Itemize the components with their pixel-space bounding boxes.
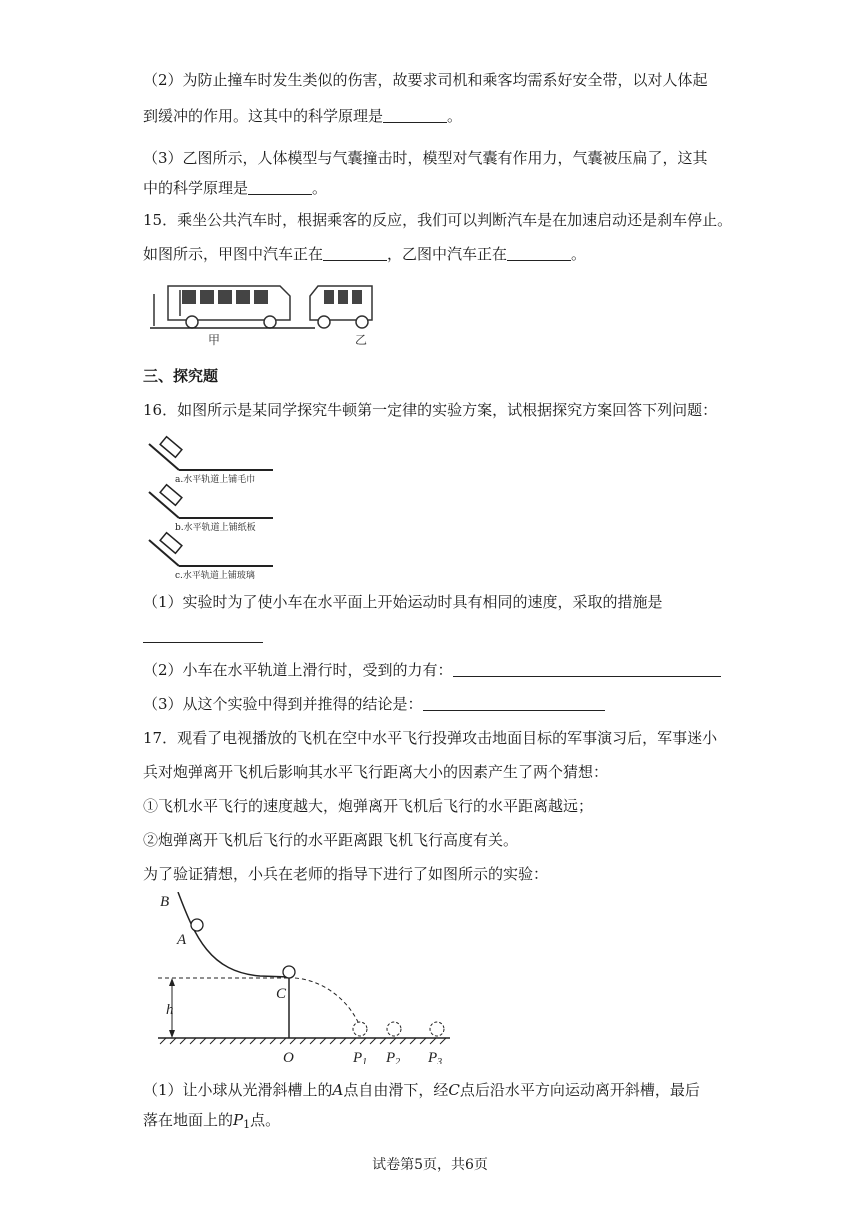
label-a: A	[177, 932, 187, 948]
q14-part3-line1: （3）乙图所示，人体模型与气囊撞击时，模型对气囊有作用力，气囊被压扁了，这其	[143, 149, 708, 167]
text: 落在地面上的	[143, 1111, 234, 1129]
ramp-a	[149, 437, 273, 485]
p-letter: P	[353, 1050, 363, 1064]
text: 如图所示，甲图中汽车正在	[143, 245, 324, 263]
q17-stem-line2: 兵对炮弹离开飞机后影响其水平飞行距离大小的因素产生了两个猜想：	[143, 763, 609, 781]
p-letter: P	[386, 1050, 396, 1064]
label-c: C	[276, 986, 287, 1002]
answer-blank[interactable]	[143, 628, 263, 643]
fig-label-jia: 甲	[208, 333, 221, 347]
q16-part1: （1）实验时为了使小车在水平面上开始运动时具有相同的速度，采取的措施是	[143, 593, 663, 611]
q14-part2-line1: （2）为防止撞车时发生类似的伤害，故要求司机和乘客均需系好安全带，以对人体起	[143, 71, 708, 89]
page-footer: 试卷第5页，共6页	[372, 1157, 488, 1173]
ramp-c	[149, 533, 273, 581]
answer-blank[interactable]	[323, 246, 387, 261]
bus-figure	[150, 276, 380, 348]
text: 。	[571, 245, 587, 263]
point-p-subscript: 1	[243, 1118, 251, 1131]
point-a: A	[332, 1081, 344, 1099]
q14-part3-line2	[143, 178, 327, 198]
answer-blank[interactable]	[423, 696, 605, 711]
ball-p3	[430, 1022, 444, 1036]
label-o: O	[283, 1050, 294, 1064]
incline-curve	[178, 892, 290, 977]
label-p2	[385, 1050, 400, 1064]
label-h: h	[166, 1002, 174, 1018]
label-b: B	[160, 894, 170, 910]
p-letter: P	[428, 1050, 438, 1064]
projectile-figure	[150, 892, 460, 1064]
text: 到缓冲的作用。这其中的科学原理是	[143, 107, 384, 125]
q17-guess2: ②炮弹离开飞机后飞行的水平距离跟飞机飞行高度有关。	[143, 831, 519, 849]
point-p: P	[233, 1111, 244, 1129]
ramp-figure	[145, 434, 275, 582]
q17-part1-line2	[143, 1110, 280, 1135]
label-p1	[352, 1050, 367, 1064]
answer-blank[interactable]	[248, 180, 312, 195]
q17-stem-line1: 17．观看了电视播放的飞机在空中水平飞行投弹攻击地面目标的军事演习后，军事迷小	[143, 729, 718, 747]
answer-blank[interactable]	[507, 246, 571, 261]
text: 点。	[250, 1111, 281, 1129]
text: （1）让小球从光滑斜槽上的	[143, 1081, 333, 1099]
bus-left	[150, 286, 315, 328]
h-arrow-bottom	[169, 1030, 175, 1038]
q15-stem: 15．乘坐公共汽车时，根据乘客的反应，我们可以判断汽车是在加速启动还是刹车停止。	[143, 211, 733, 229]
q14-part2-line2	[143, 106, 462, 126]
text: ，乙图中汽车正在	[387, 245, 508, 263]
p-subscript: 3	[437, 1057, 443, 1064]
point-c: C	[448, 1081, 460, 1099]
q16-part1-blank-line	[143, 626, 263, 646]
text: 中的科学原理是	[143, 179, 249, 197]
text: 点自由滑下，经	[343, 1081, 449, 1099]
q17-guess1: ①飞机水平飞行的速度越大，炮弹离开飞机后飞行的水平距离越远；	[143, 797, 594, 815]
ramp-b	[149, 485, 273, 533]
answer-blank[interactable]	[383, 108, 447, 123]
bus-right	[310, 286, 372, 328]
fig-label-yi: 乙	[355, 333, 368, 347]
q15-line2	[143, 244, 586, 264]
ground-hatch	[160, 1038, 446, 1044]
ball-c	[283, 966, 295, 978]
p-subscript: 1	[362, 1057, 368, 1064]
ball-a	[191, 919, 203, 931]
ramp-label-a: a.水平轨道上铺毛巾	[175, 475, 256, 485]
label-p3	[427, 1050, 442, 1064]
q16-part3	[143, 694, 605, 714]
ball-p1	[353, 1022, 367, 1036]
q16-stem: 16．如图所示是某同学探究牛顿第一定律的实验方案，试根据探究方案回答下列问题：	[143, 401, 718, 419]
ball-p2	[387, 1022, 401, 1036]
section-heading: 三、探究题	[143, 367, 219, 385]
ramp-label-b: b.水平轨道上铺纸板	[175, 523, 256, 533]
q17-intro: 为了验证猜想，小兵在老师的指导下进行了如图所示的实验：	[143, 865, 549, 883]
q16-part2	[143, 660, 721, 680]
text: 。	[312, 179, 328, 197]
answer-blank[interactable]	[453, 662, 721, 677]
text: 点后沿水平方向运动离开斜槽，最后	[459, 1081, 700, 1099]
text: 。	[447, 107, 463, 125]
trajectory	[295, 978, 358, 1022]
text: （2）小车在水平轨道上滑行时，受到的力有：	[143, 661, 453, 679]
q17-part1-line1	[143, 1080, 700, 1100]
text: （3）从这个实验中得到并推得的结论是：	[143, 695, 423, 713]
ramp-label-c: c.水平轨道上铺玻璃	[175, 571, 255, 581]
h-arrow-top	[169, 978, 175, 986]
p-subscript: 2	[395, 1057, 401, 1064]
